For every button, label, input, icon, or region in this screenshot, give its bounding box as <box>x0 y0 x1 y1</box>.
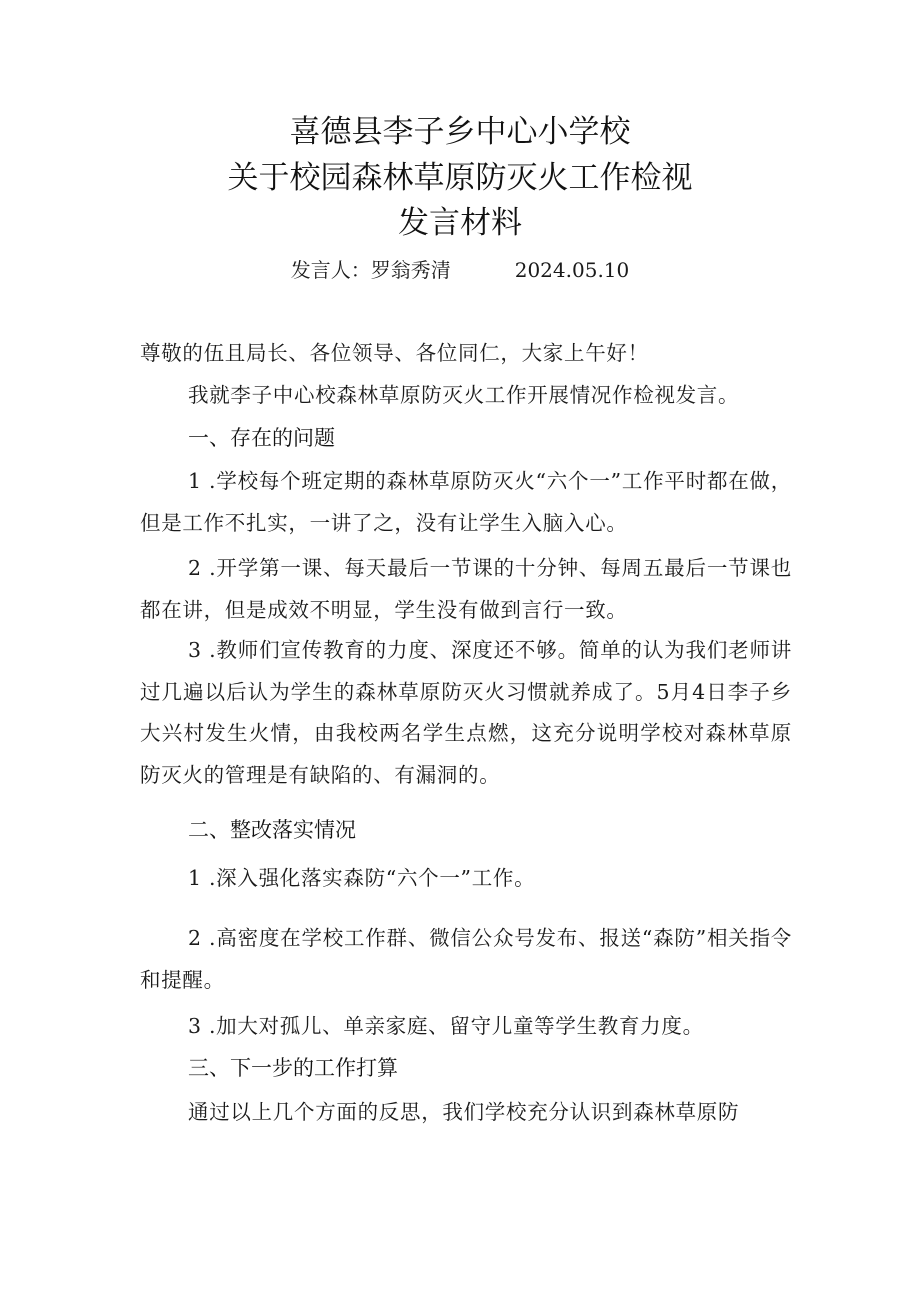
speaker-name: 发言人：罗翁秀清 <box>290 258 451 282</box>
section-heading-next-steps: 三、下一步的工作打算 <box>188 1056 398 1080</box>
title-material: 发言材料 <box>398 205 522 241</box>
problem-item-1: 1 .学校每个班定期的森林草原防灭火“六个一”工作平时都在做，但是工作不扎实，一讲了之，没有让学生入脑入心。 <box>140 469 792 535</box>
speaker-line <box>0 253 920 287</box>
next-steps-paragraph: 通过以上几个方面的反思，我们学校充分认识到森林草原防 <box>188 1100 740 1124</box>
title-subject: 关于校园森林草原防灭火工作检视 <box>227 160 693 196</box>
problem-item-2: 2 .开学第一课、每天最后一节课的十分钟、每周五最后一节课也都在讲，但是成效不明显，学生没有做到言行一致。 <box>140 556 792 622</box>
title-school: 喜德县李子乡中心小学校 <box>289 114 631 150</box>
rectification-item-3: 3 .加大对孤儿、单亲家庭、留守儿童等学生教育力度。 <box>188 1014 704 1038</box>
problem-item-3: 3 .教师们宣传教育的力度、深度还不够。简单的认为我们老师讲过几遍以后认为学生的森林草原防灭火习惯就养成了。5月4日李子乡大兴村发生火情，由我校两名学生点燃，这充分说明学校对森林草原防灭火的管理是有缺陷的、有漏洞的。 <box>140 638 792 787</box>
rectification-item-1: 1 .深入强化落实森防“六个一”工作。 <box>188 866 536 890</box>
greeting-paragraph: 尊敬的伍且局长、各位领导、各位同仁，大家上午好！ <box>140 341 649 365</box>
rectification-item-2: 2 .高密度在学校工作群、微信公众号发布、报送“森防”相关指令和提醒。 <box>140 926 792 992</box>
intro-paragraph: 我就李子中心校森林草原防灭火工作开展情况作检视发言。 <box>188 383 740 407</box>
speech-date: 2024.05.10 <box>514 258 630 282</box>
section-heading-rectification: 二、整改落实情况 <box>188 818 356 842</box>
section-heading-problems: 一、存在的问题 <box>188 426 335 450</box>
